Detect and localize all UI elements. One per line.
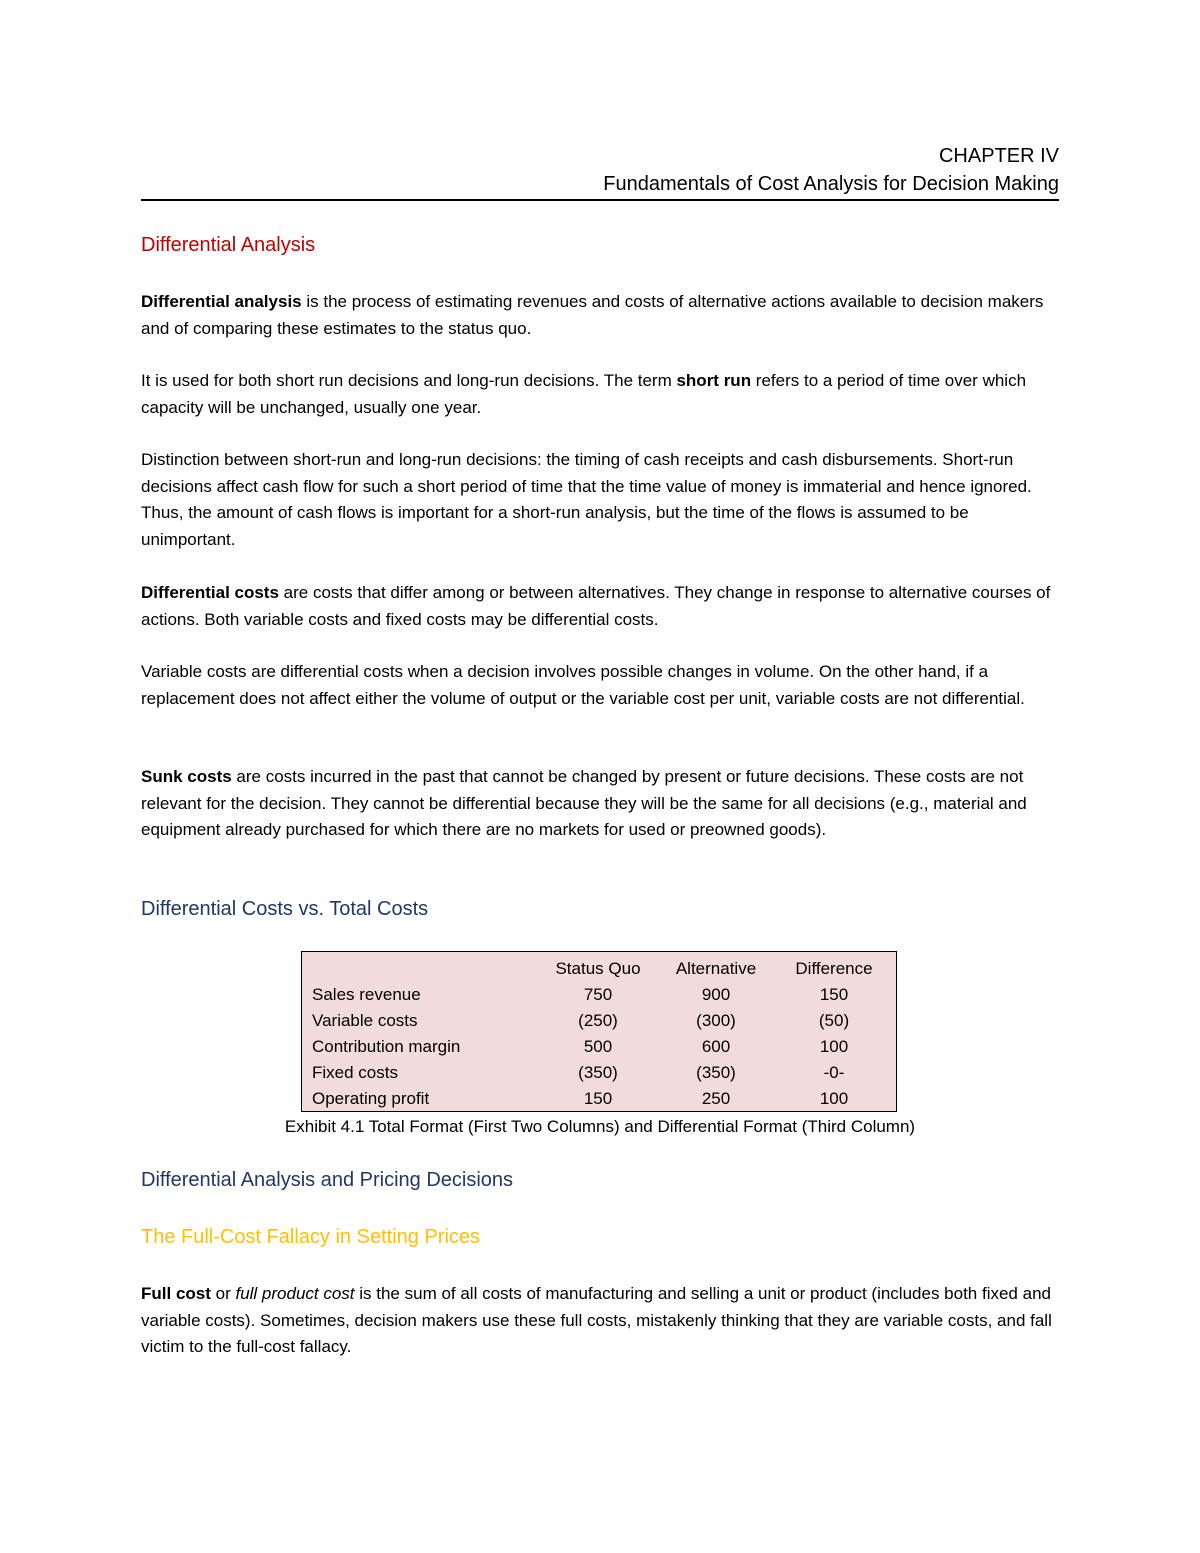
table-cell: 100: [819, 1089, 849, 1108]
table-cell: (50): [818, 1011, 850, 1030]
paragraph-text: are costs that differ among or between alternatives. They change in response to alternative courses of actions. Both variable costs and fixed costs may be differential costs.: [141, 583, 1051, 629]
table-cell: 900: [701, 985, 731, 1004]
paragraph-sunk-costs: [141, 764, 1059, 844]
paragraph-text: are costs incurred in the past that cannot be changed by present or future decisions. These costs are not relevant for the decision. They cannot be differential because they will be the same for all decisions (e.g., material and equipment already purchased for which there are no markets for used or preowned goods).: [141, 767, 1027, 839]
term-full-cost: Full cost: [141, 1284, 211, 1303]
paragraph-text: is the sum of all costs of manufacturing and selling a unit or product (includes both fixed and variable costs). Sometimes, decision makers use these full costs, mistakenly thinking that they are variable costs, and fall victim to the full-cost fallacy.: [141, 1284, 1052, 1356]
table-cell: (350): [578, 1063, 618, 1082]
table-row: [312, 1008, 893, 1034]
chapter-number: CHAPTER IV: [938, 145, 1059, 167]
table-row: [312, 982, 893, 1008]
exhibit-caption: Exhibit 4.1 Total Format (First Two Columns) and Differential Format (Third Column): [284, 1117, 916, 1136]
header-rule: [141, 199, 1059, 201]
table-header-cell: Difference: [795, 959, 873, 978]
table-cell: (250): [578, 1011, 618, 1030]
term-differential-costs: Differential costs: [141, 583, 279, 602]
heading-differential-vs-total: Differential Costs vs. Total Costs: [141, 898, 429, 920]
table-header-cell: Alternative: [675, 959, 757, 978]
table-cell: 500: [583, 1037, 613, 1056]
table-cell: 600: [701, 1037, 731, 1056]
term-full-product-cost: full product cost: [235, 1284, 355, 1303]
paragraph-text: or: [210, 1284, 236, 1303]
table-header-cell: Status Quo: [555, 959, 641, 978]
row-label: Fixed costs: [312, 1063, 398, 1082]
paragraph-text: refers to a period of time over which capacity will be unchanged, usually one year.: [141, 371, 1027, 417]
term-sunk-costs: Sunk costs: [141, 767, 232, 786]
heading-pricing-decisions: Differential Analysis and Pricing Decisions: [141, 1169, 514, 1191]
paragraph-text: It is used for both short run decisions and long-run decisions. The term: [141, 371, 677, 390]
table-header-row: [312, 956, 893, 982]
table-cell: 150: [583, 1089, 613, 1108]
heading-differential-analysis: Differential Analysis: [141, 234, 316, 256]
term-differential-analysis: Differential analysis: [141, 292, 302, 311]
table-row: [312, 1060, 893, 1086]
paragraph-variable-costs: Variable costs are differential costs when a decision involves possible changes in volume. On the other hand, if a replacement does not affect either the volume of output or the variable cost per unit, variable costs are not differential.: [141, 662, 1025, 708]
paragraph-differential-costs: [141, 580, 1059, 633]
row-label: Operating profit: [312, 1089, 430, 1108]
chapter-title: Fundamentals of Cost Analysis for Decision Making: [603, 173, 1059, 195]
term-short-run: short run: [676, 371, 752, 390]
paragraph-differential-analysis: [141, 289, 1059, 342]
paragraph-short-run: [141, 368, 1059, 421]
table-cell: 250: [701, 1089, 731, 1108]
table-header-cell: [312, 956, 539, 982]
exhibit-table: [301, 951, 897, 1112]
table-row: [312, 1034, 893, 1060]
paragraph-distinction: Distinction between short-run and long-run decisions: the timing of cash receipts and cash disbursements. Short-run decisions affect cash flow for such a short period of time that the time value of money is immaterial and hence ignored. Thus, the amount of cash flows is important for a short-run analysis, but the time of the flows is assumed to be unimportant.: [141, 450, 1032, 549]
row-label: Variable costs: [312, 1011, 418, 1030]
table-cell: 750: [583, 985, 613, 1004]
paragraph-full-cost: [141, 1281, 1059, 1361]
table-cell: 150: [819, 985, 849, 1004]
heading-full-cost-fallacy: The Full-Cost Fallacy in Setting Prices: [141, 1226, 481, 1248]
row-label: Sales revenue: [312, 985, 421, 1004]
table-cell: (300): [696, 1011, 736, 1030]
row-label: Contribution margin: [312, 1037, 461, 1056]
table-cell: 100: [819, 1037, 849, 1056]
paragraph-text: is the process of estimating revenues and costs of alternative actions available to decision makers and of comparing these estimates to the status quo.: [141, 292, 1044, 338]
table-row: [312, 1086, 893, 1112]
table-cell: -0-: [823, 1063, 845, 1082]
chapter-header: [603, 143, 1059, 199]
table-cell: (350): [696, 1063, 736, 1082]
cost-table: [312, 956, 893, 1112]
